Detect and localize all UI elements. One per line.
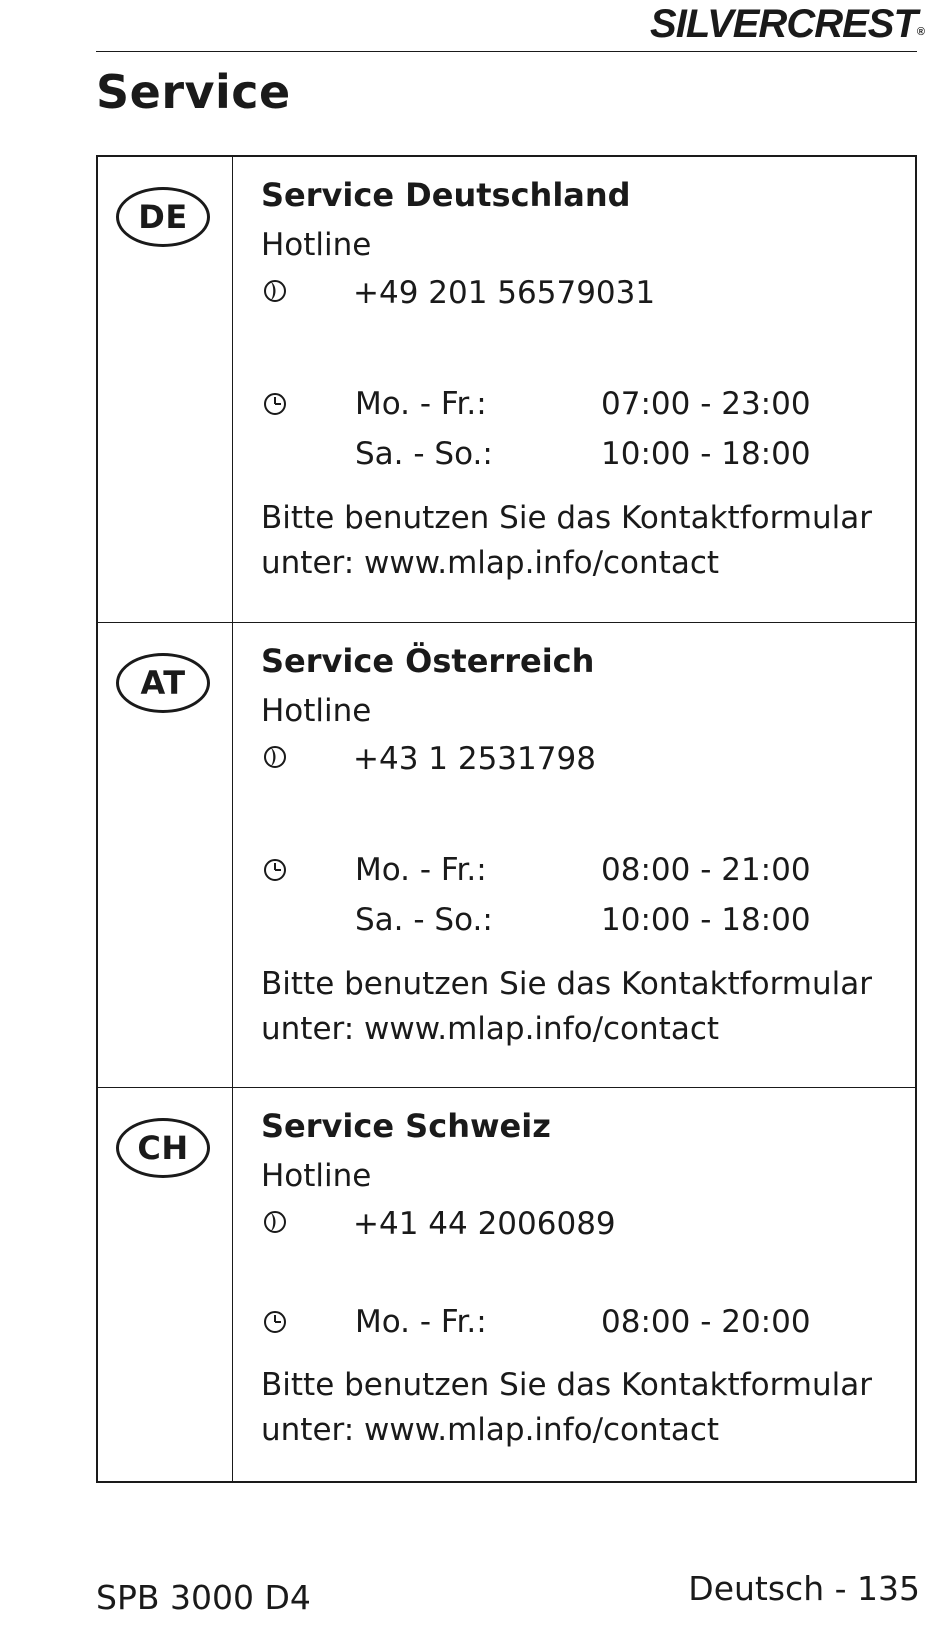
brand-logo [650,0,924,48]
contact-text: Bitte benutzen Sie das Kontaktformular [261,966,872,1002]
registered-mark: ® [916,26,924,38]
hotline-label: Hotline [261,1158,372,1194]
hours-days: Sa. - So.: [355,436,493,472]
footer-model: SPB 3000 D4 [96,1578,311,1617]
hours-days: Mo. - Fr.: [355,852,487,888]
clock-icon [261,856,289,884]
hours-time: 08:00 - 20:00 [601,1304,811,1340]
contact-text: Bitte benutzen Sie das Kontaktformular [261,500,872,536]
service-row-de [98,157,915,623]
hours-time: 10:00 - 18:00 [601,902,811,938]
hours-days: Mo. - Fr.: [355,1304,487,1340]
hotline-label: Hotline [261,693,372,729]
phone-number: +41 44 2006089 [353,1206,616,1242]
service-title: Service Österreich [261,642,595,680]
service-title: Service Schweiz [261,1107,551,1145]
phone-icon [261,277,289,305]
page-title: Service [96,65,291,119]
country-badge-at: AT [116,653,210,713]
service-table [96,155,917,1483]
service-title: Service Deutschland [261,176,631,214]
service-cell-at [261,623,901,1087]
contact-url: unter: www.mlap.info/contact [261,1011,720,1047]
header-divider [96,51,917,52]
brand-name: SILVERCREST [650,2,917,46]
contact-url: unter: www.mlap.info/contact [261,545,720,581]
service-cell-ch [261,1088,901,1481]
clock-icon [261,1308,289,1336]
phone-number: +43 1 2531798 [353,741,596,777]
hours-time: 07:00 - 23:00 [601,386,811,422]
phone-icon [261,1208,289,1236]
hours-time: 08:00 - 21:00 [601,852,811,888]
contact-url: unter: www.mlap.info/contact [261,1412,720,1448]
service-row-at [98,623,915,1088]
phone-icon [261,743,289,771]
phone-number: +49 201 56579031 [353,275,656,311]
service-cell-de [261,157,901,622]
hotline-label: Hotline [261,227,372,263]
country-badge-de: DE [116,187,210,247]
clock-icon [261,390,289,418]
hours-time: 10:00 - 18:00 [601,436,811,472]
hours-days: Sa. - So.: [355,902,493,938]
footer-page-number: Deutsch - 135 [688,1569,920,1608]
service-row-ch [98,1088,915,1481]
country-badge-ch: CH [116,1118,210,1178]
contact-text: Bitte benutzen Sie das Kontaktformular [261,1367,872,1403]
hours-days: Mo. - Fr.: [355,386,487,422]
